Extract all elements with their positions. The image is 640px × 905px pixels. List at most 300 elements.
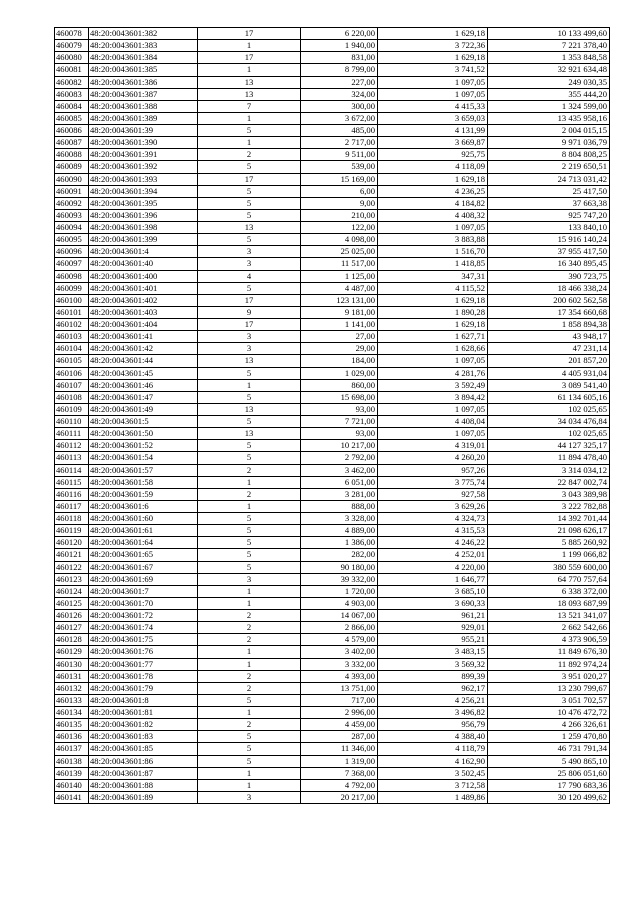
unit-value-cell: 3 712,58 xyxy=(378,779,488,791)
row-number-cell: 460083 xyxy=(55,88,89,100)
cadastral-value-cell: 11 894 478,40 xyxy=(488,452,610,464)
row-number-cell: 460086 xyxy=(55,125,89,137)
cadastral-value-cell: 380 559 600,00 xyxy=(488,561,610,573)
unit-value-cell: 4 115,52 xyxy=(378,282,488,294)
table-row xyxy=(55,270,610,282)
unit-value-cell: 1 629,18 xyxy=(378,52,488,64)
row-number-cell: 460129 xyxy=(55,646,89,658)
cadastral-value-cell: 15 916 140,24 xyxy=(488,234,610,246)
cadastral-value-cell: 21 098 626,17 xyxy=(488,525,610,537)
cadastral-value-cell: 64 770 757,64 xyxy=(488,573,610,585)
row-number-cell: 460088 xyxy=(55,149,89,161)
unit-value-cell: 3 685,10 xyxy=(378,585,488,597)
row-number-cell: 460096 xyxy=(55,246,89,258)
group-code-cell: 1 xyxy=(198,500,301,512)
cadastral-number-cell: 48:20:0043601:8 xyxy=(89,694,198,706)
table-row xyxy=(55,222,610,234)
group-code-cell: 5 xyxy=(198,161,301,173)
unit-value-cell: 1 627,71 xyxy=(378,331,488,343)
row-number-cell: 460079 xyxy=(55,40,89,52)
cadastral-value-cell: 17 790 683,36 xyxy=(488,779,610,791)
cadastral-value-cell: 3 951 020,27 xyxy=(488,670,610,682)
group-code-cell: 13 xyxy=(198,355,301,367)
row-number-cell: 460100 xyxy=(55,294,89,306)
table-row xyxy=(55,464,610,476)
row-number-cell: 460104 xyxy=(55,343,89,355)
table-row xyxy=(55,500,610,512)
cadastral-number-cell: 48:20:0043601:400 xyxy=(89,270,198,282)
unit-value-cell: 4 246,22 xyxy=(378,537,488,549)
row-number-cell: 460091 xyxy=(55,185,89,197)
cadastral-number-cell: 48:20:0043601:387 xyxy=(89,88,198,100)
table-row xyxy=(55,173,610,185)
group-code-cell: 1 xyxy=(198,646,301,658)
row-number-cell: 460136 xyxy=(55,731,89,743)
cadastral-number-cell: 48:20:0043601:395 xyxy=(89,197,198,209)
area-cell: 3 328,00 xyxy=(301,513,378,525)
unit-value-cell: 4 408,04 xyxy=(378,416,488,428)
row-number-cell: 460124 xyxy=(55,585,89,597)
table-row xyxy=(55,40,610,52)
table-row xyxy=(55,367,610,379)
row-number-cell: 460111 xyxy=(55,428,89,440)
group-code-cell: 5 xyxy=(198,185,301,197)
group-code-cell: 4 xyxy=(198,270,301,282)
area-cell: 485,00 xyxy=(301,125,378,137)
area-cell: 860,00 xyxy=(301,379,378,391)
area-cell: 717,00 xyxy=(301,694,378,706)
group-code-cell: 5 xyxy=(198,549,301,561)
cadastral-number-cell: 48:20:0043601:401 xyxy=(89,282,198,294)
group-code-cell: 1 xyxy=(198,658,301,670)
cadastral-number-cell: 48:20:0043601:52 xyxy=(89,440,198,452)
group-code-cell: 2 xyxy=(198,464,301,476)
unit-value-cell: 4 388,40 xyxy=(378,731,488,743)
area-cell: 287,00 xyxy=(301,731,378,743)
cadastral-number-cell: 48:20:0043601:69 xyxy=(89,573,198,585)
area-cell: 2 717,00 xyxy=(301,137,378,149)
group-code-cell: 5 xyxy=(198,561,301,573)
table-row xyxy=(55,137,610,149)
group-code-cell: 5 xyxy=(198,367,301,379)
group-code-cell: 1 xyxy=(198,64,301,76)
cadastral-number-cell: 48:20:0043601:72 xyxy=(89,610,198,622)
row-number-cell: 460141 xyxy=(55,791,89,803)
unit-value-cell: 925,75 xyxy=(378,149,488,161)
unit-value-cell: 4 260,20 xyxy=(378,452,488,464)
cadastral-value-cell: 3 222 782,88 xyxy=(488,500,610,512)
cadastral-number-cell: 48:20:0043601:86 xyxy=(89,755,198,767)
table-row xyxy=(55,88,610,100)
table-row xyxy=(55,149,610,161)
unit-value-cell: 4 256,21 xyxy=(378,694,488,706)
group-code-cell: 17 xyxy=(198,319,301,331)
cadastral-value-cell: 4 266 326,61 xyxy=(488,719,610,731)
row-number-cell: 460132 xyxy=(55,682,89,694)
cadastral-value-cell: 16 340 895,45 xyxy=(488,258,610,270)
unit-value-cell: 4 281,76 xyxy=(378,367,488,379)
group-code-cell: 2 xyxy=(198,622,301,634)
unit-value-cell: 3 569,32 xyxy=(378,658,488,670)
row-number-cell: 460123 xyxy=(55,573,89,585)
area-cell: 6,00 xyxy=(301,185,378,197)
table-row xyxy=(55,779,610,791)
group-code-cell: 5 xyxy=(198,197,301,209)
cadastral-number-cell: 48:20:0043601:88 xyxy=(89,779,198,791)
table-row xyxy=(55,646,610,658)
cadastral-value-cell: 43 948,17 xyxy=(488,331,610,343)
unit-value-cell: 4 252,01 xyxy=(378,549,488,561)
table-row xyxy=(55,634,610,646)
row-number-cell: 460112 xyxy=(55,440,89,452)
cadastral-value-cell: 1 199 066,82 xyxy=(488,549,610,561)
cadastral-value-cell: 2 004 015,15 xyxy=(488,125,610,137)
cadastral-value-cell: 11 849 676,30 xyxy=(488,646,610,658)
table-row xyxy=(55,694,610,706)
cadastral-value-cell: 9 971 036,79 xyxy=(488,137,610,149)
cadastral-number-cell: 48:20:0043601:402 xyxy=(89,294,198,306)
area-cell: 9 181,00 xyxy=(301,306,378,318)
area-cell: 2 996,00 xyxy=(301,707,378,719)
unit-value-cell: 3 592,49 xyxy=(378,379,488,391)
cadastral-number-cell: 48:20:0043601:59 xyxy=(89,488,198,500)
row-number-cell: 460114 xyxy=(55,464,89,476)
row-number-cell: 460119 xyxy=(55,525,89,537)
cadastral-number-cell: 48:20:0043601:67 xyxy=(89,561,198,573)
row-number-cell: 460109 xyxy=(55,403,89,415)
table-row xyxy=(55,197,610,209)
unit-value-cell: 4 315,53 xyxy=(378,525,488,537)
row-number-cell: 460102 xyxy=(55,319,89,331)
table-row xyxy=(55,707,610,719)
unit-value-cell: 3 775,74 xyxy=(378,476,488,488)
unit-value-cell: 1 097,05 xyxy=(378,88,488,100)
row-number-cell: 460140 xyxy=(55,779,89,791)
group-code-cell: 2 xyxy=(198,634,301,646)
cadastral-number-cell: 48:20:0043601:6 xyxy=(89,500,198,512)
unit-value-cell: 927,58 xyxy=(378,488,488,500)
table-row xyxy=(55,597,610,609)
group-code-cell: 2 xyxy=(198,670,301,682)
group-code-cell: 5 xyxy=(198,694,301,706)
table-row xyxy=(55,561,610,573)
cadastral-value-cell: 37 955 417,50 xyxy=(488,246,610,258)
group-code-cell: 5 xyxy=(198,125,301,137)
row-number-cell: 460118 xyxy=(55,513,89,525)
cadastral-value-cell: 32 921 634,48 xyxy=(488,64,610,76)
area-cell: 300,00 xyxy=(301,100,378,112)
cadastral-value-cell: 4 373 906,59 xyxy=(488,634,610,646)
cadastral-number-cell: 48:20:0043601:42 xyxy=(89,343,198,355)
row-number-cell: 460134 xyxy=(55,707,89,719)
cadastral-value-cell: 13 521 341,07 xyxy=(488,610,610,622)
group-code-cell: 2 xyxy=(198,488,301,500)
area-cell: 4 393,00 xyxy=(301,670,378,682)
table-row xyxy=(55,258,610,270)
row-number-cell: 460127 xyxy=(55,622,89,634)
row-number-cell: 460101 xyxy=(55,306,89,318)
area-cell: 7 721,00 xyxy=(301,416,378,428)
cadastral-value-cell: 25 417,50 xyxy=(488,185,610,197)
cadastral-number-cell: 48:20:0043601:403 xyxy=(89,306,198,318)
cadastral-number-cell: 48:20:0043601:41 xyxy=(89,331,198,343)
table-row xyxy=(55,391,610,403)
table-row xyxy=(55,355,610,367)
group-code-cell: 3 xyxy=(198,331,301,343)
cadastral-value-cell: 14 392 701,44 xyxy=(488,513,610,525)
cadastral-number-cell: 48:20:0043601:54 xyxy=(89,452,198,464)
group-code-cell: 2 xyxy=(198,682,301,694)
group-code-cell: 2 xyxy=(198,719,301,731)
cadastral-number-cell: 48:20:0043601:83 xyxy=(89,731,198,743)
group-code-cell: 5 xyxy=(198,731,301,743)
unit-value-cell: 1 097,05 xyxy=(378,355,488,367)
area-cell: 3 281,00 xyxy=(301,488,378,500)
group-code-cell: 1 xyxy=(198,767,301,779)
table-row xyxy=(55,125,610,137)
table-row xyxy=(55,28,610,40)
unit-value-cell: 3 483,15 xyxy=(378,646,488,658)
table-row xyxy=(55,161,610,173)
unit-value-cell: 1 628,66 xyxy=(378,343,488,355)
group-code-cell: 5 xyxy=(198,282,301,294)
unit-value-cell: 347,31 xyxy=(378,270,488,282)
unit-value-cell: 4 118,09 xyxy=(378,161,488,173)
unit-value-cell: 1 646,77 xyxy=(378,573,488,585)
cadastral-value-cell: 13 230 799,67 xyxy=(488,682,610,694)
table-row xyxy=(55,755,610,767)
area-cell: 4 903,00 xyxy=(301,597,378,609)
cadastral-number-cell: 48:20:0043601:45 xyxy=(89,367,198,379)
cadastral-value-cell: 24 713 031,42 xyxy=(488,173,610,185)
area-cell: 1 386,00 xyxy=(301,537,378,549)
group-code-cell: 13 xyxy=(198,88,301,100)
cadastral-number-cell: 48:20:0043601:50 xyxy=(89,428,198,440)
row-number-cell: 460093 xyxy=(55,209,89,221)
area-cell: 210,00 xyxy=(301,209,378,221)
area-cell: 2 792,00 xyxy=(301,452,378,464)
area-cell: 184,00 xyxy=(301,355,378,367)
cadastral-value-cell: 7 221 378,40 xyxy=(488,40,610,52)
area-cell: 15 169,00 xyxy=(301,173,378,185)
cadastral-number-cell: 48:20:0043601:396 xyxy=(89,209,198,221)
cadastral-number-cell: 48:20:0043601:40 xyxy=(89,258,198,270)
table-row xyxy=(55,76,610,88)
unit-value-cell: 956,79 xyxy=(378,719,488,731)
cadastral-value-cell: 2 662 542,66 xyxy=(488,622,610,634)
table-row xyxy=(55,379,610,391)
cadastral-value-cell: 3 051 702,57 xyxy=(488,694,610,706)
area-cell: 1 029,00 xyxy=(301,367,378,379)
table-row xyxy=(55,488,610,500)
unit-value-cell: 1 418,85 xyxy=(378,258,488,270)
cadastral-value-cell: 2 219 650,51 xyxy=(488,161,610,173)
cadastral-number-cell: 48:20:0043601:87 xyxy=(89,767,198,779)
cadastral-value-cell: 30 120 499,62 xyxy=(488,791,610,803)
row-number-cell: 460105 xyxy=(55,355,89,367)
cadastral-number-cell: 48:20:0043601:47 xyxy=(89,391,198,403)
unit-value-cell: 3 629,26 xyxy=(378,500,488,512)
table-row xyxy=(55,112,610,124)
area-cell: 14 067,00 xyxy=(301,610,378,622)
area-cell: 3 332,00 xyxy=(301,658,378,670)
table-row xyxy=(55,622,610,634)
area-cell: 6 051,00 xyxy=(301,476,378,488)
table-row xyxy=(55,282,610,294)
cadastral-value-cell: 5 885 260,92 xyxy=(488,537,610,549)
row-number-cell: 460122 xyxy=(55,561,89,573)
group-code-cell: 2 xyxy=(198,149,301,161)
area-cell: 7 368,00 xyxy=(301,767,378,779)
table-row xyxy=(55,682,610,694)
cadastral-value-cell: 6 338 372,00 xyxy=(488,585,610,597)
group-code-cell: 13 xyxy=(198,403,301,415)
cadastral-number-cell: 48:20:0043601:82 xyxy=(89,719,198,731)
area-cell: 9,00 xyxy=(301,197,378,209)
row-number-cell: 460092 xyxy=(55,197,89,209)
unit-value-cell: 3 722,36 xyxy=(378,40,488,52)
table-row xyxy=(55,767,610,779)
cadastral-value-cell: 11 892 974,24 xyxy=(488,658,610,670)
area-cell: 3 462,00 xyxy=(301,464,378,476)
table-row xyxy=(55,246,610,258)
area-cell: 3 402,00 xyxy=(301,646,378,658)
table-row xyxy=(55,525,610,537)
area-cell: 324,00 xyxy=(301,88,378,100)
table-row xyxy=(55,331,610,343)
row-number-cell: 460137 xyxy=(55,743,89,755)
group-code-cell: 2 xyxy=(198,610,301,622)
cadastral-value-cell: 61 134 605,16 xyxy=(488,391,610,403)
cadastral-value-cell: 25 806 051,60 xyxy=(488,767,610,779)
cadastral-value-cell: 17 354 660,68 xyxy=(488,306,610,318)
cadastral-value-cell: 46 731 791,34 xyxy=(488,743,610,755)
row-number-cell: 460121 xyxy=(55,549,89,561)
group-code-cell: 1 xyxy=(198,779,301,791)
unit-value-cell: 4 131,99 xyxy=(378,125,488,137)
cadastral-number-cell: 48:20:0043601:58 xyxy=(89,476,198,488)
area-cell: 93,00 xyxy=(301,428,378,440)
row-number-cell: 460085 xyxy=(55,112,89,124)
area-cell: 4 792,00 xyxy=(301,779,378,791)
cadastral-value-cell: 925 747,20 xyxy=(488,209,610,221)
group-code-cell: 1 xyxy=(198,137,301,149)
table-row xyxy=(55,52,610,64)
unit-value-cell: 4 118,79 xyxy=(378,743,488,755)
cadastral-value-cell: 355 444,20 xyxy=(488,88,610,100)
table-row xyxy=(55,64,610,76)
group-code-cell: 1 xyxy=(198,112,301,124)
cadastral-number-cell: 48:20:0043601:386 xyxy=(89,76,198,88)
unit-value-cell: 1 516,70 xyxy=(378,246,488,258)
row-number-cell: 460087 xyxy=(55,137,89,149)
row-number-cell: 460125 xyxy=(55,597,89,609)
cadastral-value-cell: 44 127 325,17 xyxy=(488,440,610,452)
cadastral-number-cell: 48:20:0043601:77 xyxy=(89,658,198,670)
group-code-cell: 1 xyxy=(198,40,301,52)
cadastral-number-cell: 48:20:0043601:389 xyxy=(89,112,198,124)
cadastral-value-cell: 22 847 002,74 xyxy=(488,476,610,488)
unit-value-cell: 955,21 xyxy=(378,634,488,646)
unit-value-cell: 1 097,05 xyxy=(378,403,488,415)
area-cell: 10 217,00 xyxy=(301,440,378,452)
unit-value-cell: 962,17 xyxy=(378,682,488,694)
row-number-cell: 460133 xyxy=(55,694,89,706)
row-number-cell: 460120 xyxy=(55,537,89,549)
row-number-cell: 460098 xyxy=(55,270,89,282)
area-cell: 122,00 xyxy=(301,222,378,234)
area-cell: 227,00 xyxy=(301,76,378,88)
table-row xyxy=(55,294,610,306)
area-cell: 29,00 xyxy=(301,343,378,355)
table-row xyxy=(55,658,610,670)
unit-value-cell: 961,21 xyxy=(378,610,488,622)
cadastral-value-cell: 47 231,14 xyxy=(488,343,610,355)
table-row xyxy=(55,670,610,682)
row-number-cell: 460128 xyxy=(55,634,89,646)
area-cell: 15 698,00 xyxy=(301,391,378,403)
area-cell: 25 025,00 xyxy=(301,246,378,258)
unit-value-cell: 4 162,90 xyxy=(378,755,488,767)
area-cell: 8 799,00 xyxy=(301,64,378,76)
cadastral-value-cell: 1 259 470,80 xyxy=(488,731,610,743)
area-cell: 4 889,00 xyxy=(301,525,378,537)
unit-value-cell: 3 502,45 xyxy=(378,767,488,779)
cadastral-number-cell: 48:20:0043601:89 xyxy=(89,791,198,803)
cadastral-number-cell: 48:20:0043601:393 xyxy=(89,173,198,185)
cadastral-value-cell: 390 723,75 xyxy=(488,270,610,282)
area-cell: 11 346,00 xyxy=(301,743,378,755)
cadastral-value-cell: 3 089 541,40 xyxy=(488,379,610,391)
cadastral-number-cell: 48:20:0043601:5 xyxy=(89,416,198,428)
cadastral-value-cell: 34 034 476,84 xyxy=(488,416,610,428)
cadastral-value-cell: 4 405 931,04 xyxy=(488,367,610,379)
unit-value-cell: 3 894,42 xyxy=(378,391,488,403)
cadastral-value-cell: 37 663,38 xyxy=(488,197,610,209)
area-cell: 13 751,00 xyxy=(301,682,378,694)
row-number-cell: 460084 xyxy=(55,100,89,112)
cadastral-number-cell: 48:20:0043601:382 xyxy=(89,28,198,40)
cadastral-value-cell: 1 858 894,38 xyxy=(488,319,610,331)
cadastral-number-cell: 48:20:0043601:384 xyxy=(89,52,198,64)
group-code-cell: 1 xyxy=(198,597,301,609)
table-row xyxy=(55,306,610,318)
area-cell: 1 720,00 xyxy=(301,585,378,597)
group-code-cell: 5 xyxy=(198,537,301,549)
cadastral-number-cell: 48:20:0043601:65 xyxy=(89,549,198,561)
unit-value-cell: 1 629,18 xyxy=(378,173,488,185)
cadastral-number-cell: 48:20:0043601:61 xyxy=(89,525,198,537)
unit-value-cell: 1 097,05 xyxy=(378,76,488,88)
unit-value-cell: 3 659,03 xyxy=(378,112,488,124)
table-row xyxy=(55,185,610,197)
table-row xyxy=(55,428,610,440)
cadastral-number-cell: 48:20:0043601:7 xyxy=(89,585,198,597)
area-cell: 3 672,00 xyxy=(301,112,378,124)
row-number-cell: 460115 xyxy=(55,476,89,488)
table-row xyxy=(55,452,610,464)
table-row xyxy=(55,743,610,755)
cadastral-number-cell: 48:20:0043601:385 xyxy=(89,64,198,76)
cadastral-number-cell: 48:20:0043601:398 xyxy=(89,222,198,234)
unit-value-cell: 1 890,28 xyxy=(378,306,488,318)
group-code-cell: 1 xyxy=(198,707,301,719)
cadastral-value-cell: 18 093 687,99 xyxy=(488,597,610,609)
cadastral-value-cell: 5 490 865,10 xyxy=(488,755,610,767)
area-cell: 282,00 xyxy=(301,549,378,561)
area-cell: 1 125,00 xyxy=(301,270,378,282)
table-row xyxy=(55,537,610,549)
